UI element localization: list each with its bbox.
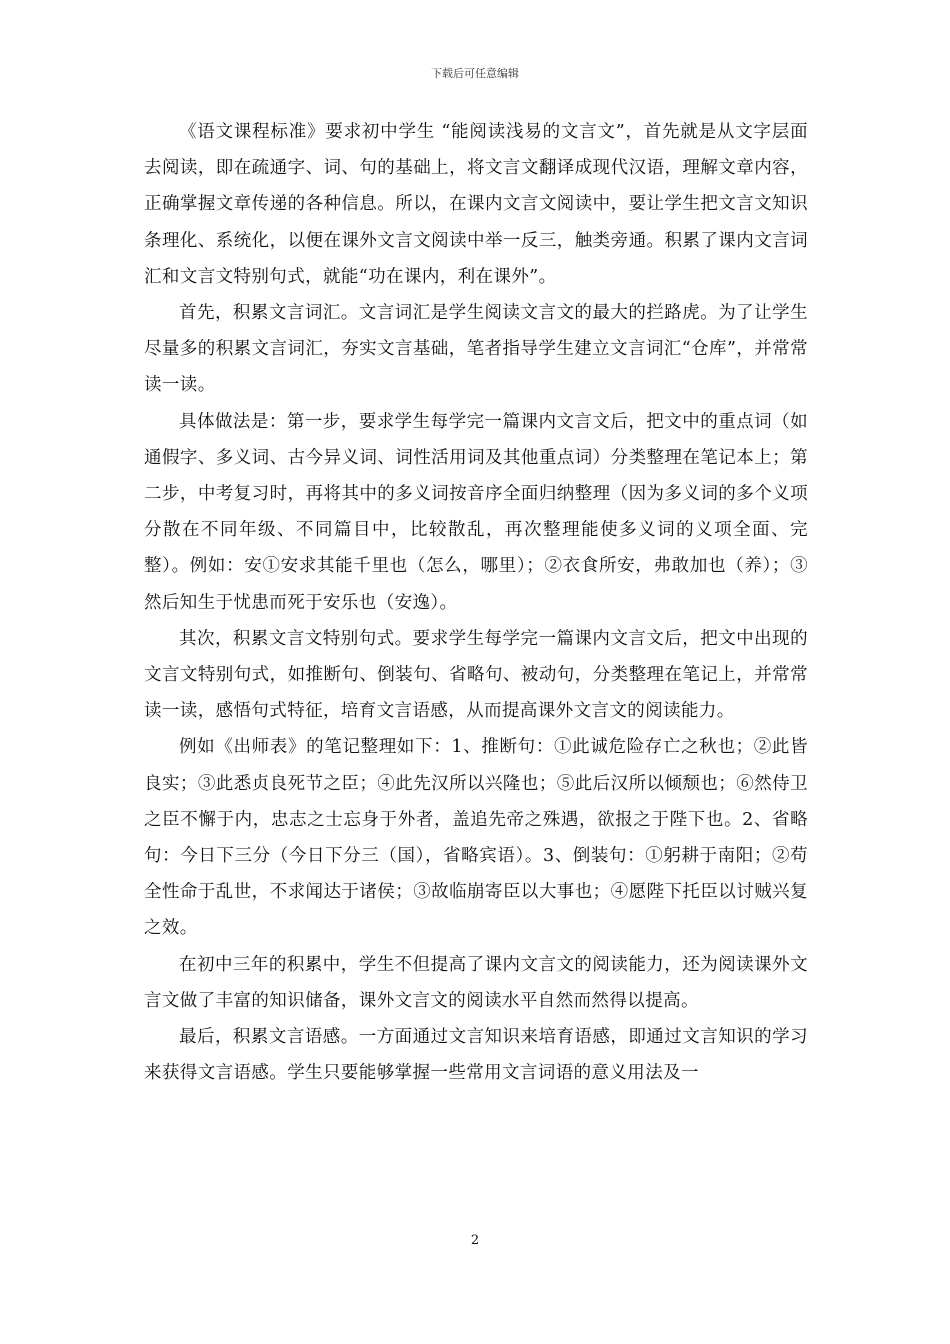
paragraph-intro: 《语文课程标准》要求初中学生 “能阅读浅易的文言文”，首先就是从文字层面去阅读，即在疏通字、词、句的基础上，将文言文翻译成现代汉语，理解文章内容，正确掌握文章传递的各种信息。所以，在课内文言文阅读中，要让学生把文言文知识条理化、系统化，以便在课外文言文阅读中举一反三，触类旁通。积累了课内文言词汇和文言文特别句式，就能“功在课内，利在课外”。: [144, 122, 808, 287]
paragraph-method: 具体做法是：第一步，要求学生每学完一篇课内文言文后，把文中的重点词（如通假字、多义词、古今异义词、词性活用词及其他重点词）分类整理在笔记本上；第二步，中考复习时，再将其中的多义词按音序全面归纳整理（因为多义词的多个义项分散在不同年级、不同篇目中，比较散乱，再次整理能使多义词的义项全面、完整）。例如：安①安求其能千里也（怎么，哪里）；②衣食所安，弗敢加也（养）；③然后知生于忧患而死于安乐也（安逸）。: [144, 411, 808, 613]
paragraph-language-sense: 最后，积累文言语感。一方面通过文言知识来培育语感，即通过文言知识的学习来获得文言语感。学生只要能够掌握一些常用文言词语的意义用法及一: [144, 1027, 808, 1084]
paragraph-sentence-patterns: 其次，积累文言文特别句式。要求学生每学完一篇课内文言文后，把文中出现的文言文特别句式，如推断句、倒装句、省略句、被动句，分类整理在笔记上，并常常读一读，感悟句式特征，培育文言语感，从而提高课外文言文的阅读能力。: [144, 628, 808, 722]
paragraph-example: 例如《出师表》的笔记整理如下：1、推断句：①此诚危险存亡之秋也；②此皆良实；③此悉贞良死节之臣；④此先汉所以兴隆也；⑤此后汉所以倾颓也；⑥然侍卫之臣不懈于内，忠志之士忘身于外者，盖追先帝之殊遇，欲报之于陛下也。2、省略句：今日下三分（今日下分三（国），省略宾语）。3、倒装句：①躬耕于南阳；②苟全性命于乱世，不求闻达于诸侯；③故临崩寄臣以大事也；④愿陛下托臣以讨贼兴复之效。: [144, 737, 808, 939]
page-number: 2: [470, 1233, 480, 1248]
paragraph-vocabulary: 首先，积累文言词汇。文言词汇是学生阅读文言文的最大的拦路虎。为了让学生尽量多的积累文言词汇，夯实文言基础，笔者指导学生建立文言词汇“仓库”，并常常读一读。: [144, 303, 808, 396]
document-body: [144, 114, 808, 1091]
paragraph-accumulation: 在初中三年的积累中，学生不但提高了课内文言文的阅读能力，还为阅读课外文言文做了丰富的知识储备，课外文言文的阅读水平自然而然得以提高。: [144, 954, 808, 1011]
page-header: 下载后可任意编辑: [431, 67, 519, 80]
